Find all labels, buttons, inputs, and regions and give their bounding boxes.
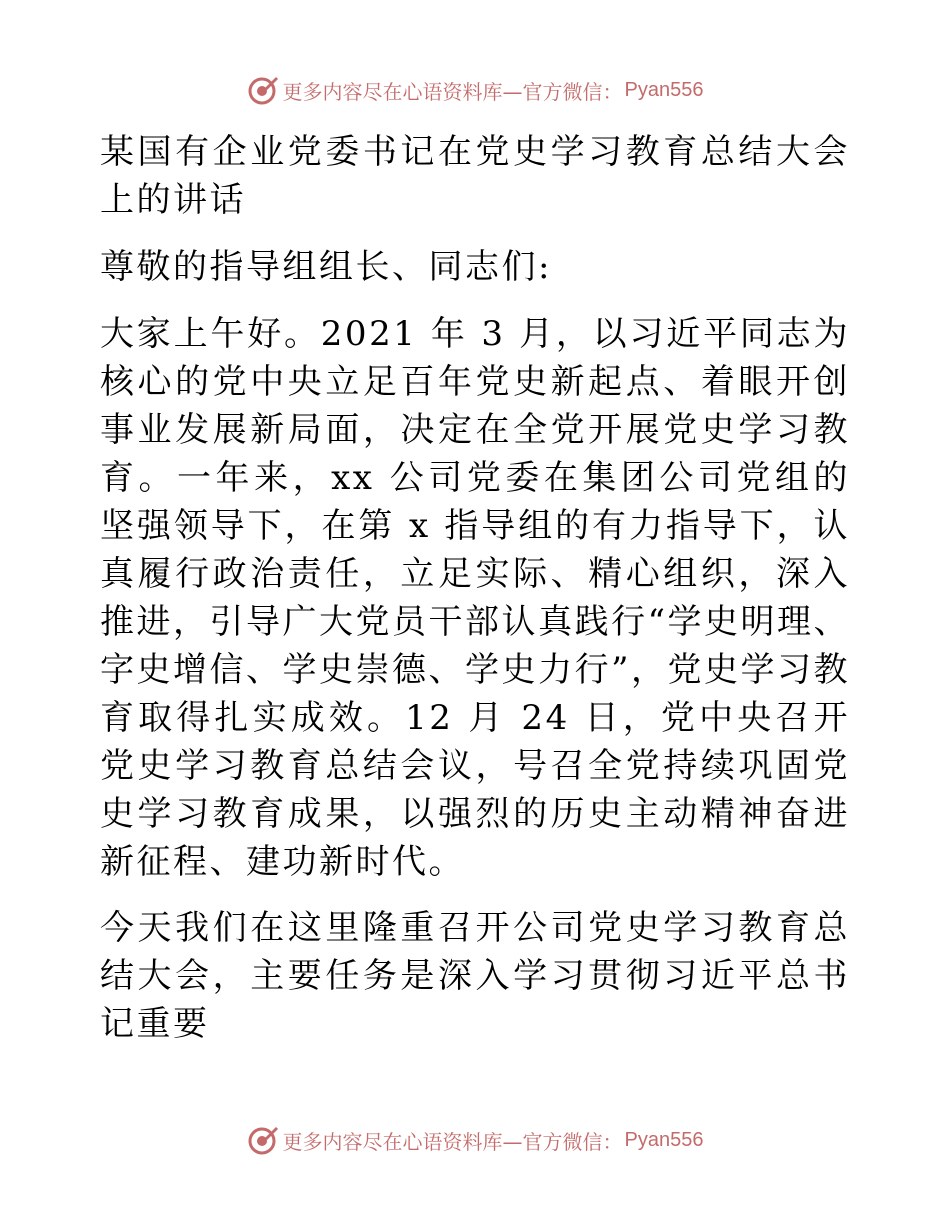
paragraph-1: 大家上午好。2021 年 3 月，以习近平同志为核心的党中央立足百年党史新起点、着眼开创事业发展新局面，决定在全党开展党史学习教育。一年来，xx 公司党委在集团公司党组的坚强领导下，在第 x 指导组的有力指导下，认真履行政治责任，立足实际、精心组织，深入推进，引导广大党员干部认真践行“学史明理、字史增信、学史崇德、学史力行”，党史学习教育取得扎实成效。12 月 24 日，党中央召开党史学习教育总结会议，号召全党持续巩固党史学习教育成果，以强烈的历史主动精神奋进新征程、建功新时代。 xyxy=(100,314,850,882)
document-title: 某国有企业党委书记在党史学习教育总结大会上的讲话 xyxy=(100,132,850,220)
watermark-id: Pyan556 xyxy=(624,78,704,101)
pen-logo-icon xyxy=(247,1124,279,1156)
watermark-text: 更多内容尽在心语资料库—官方微信： xyxy=(282,79,623,104)
watermark-text: 更多内容尽在心语资料库—官方微信： xyxy=(282,1129,623,1154)
document-body xyxy=(100,120,850,1048)
header-watermark xyxy=(0,72,950,108)
pen-logo-icon xyxy=(247,74,279,106)
footer-watermark xyxy=(0,1122,950,1158)
paragraph-2: 今天我们在这里隆重召开公司党史学习教育总结大会，主要任务是深入学习贯彻习近平总书记重要 xyxy=(100,908,850,1044)
greeting: 尊敬的指导组组长、同志们: xyxy=(100,247,552,287)
watermark-id: Pyan556 xyxy=(624,1128,704,1151)
